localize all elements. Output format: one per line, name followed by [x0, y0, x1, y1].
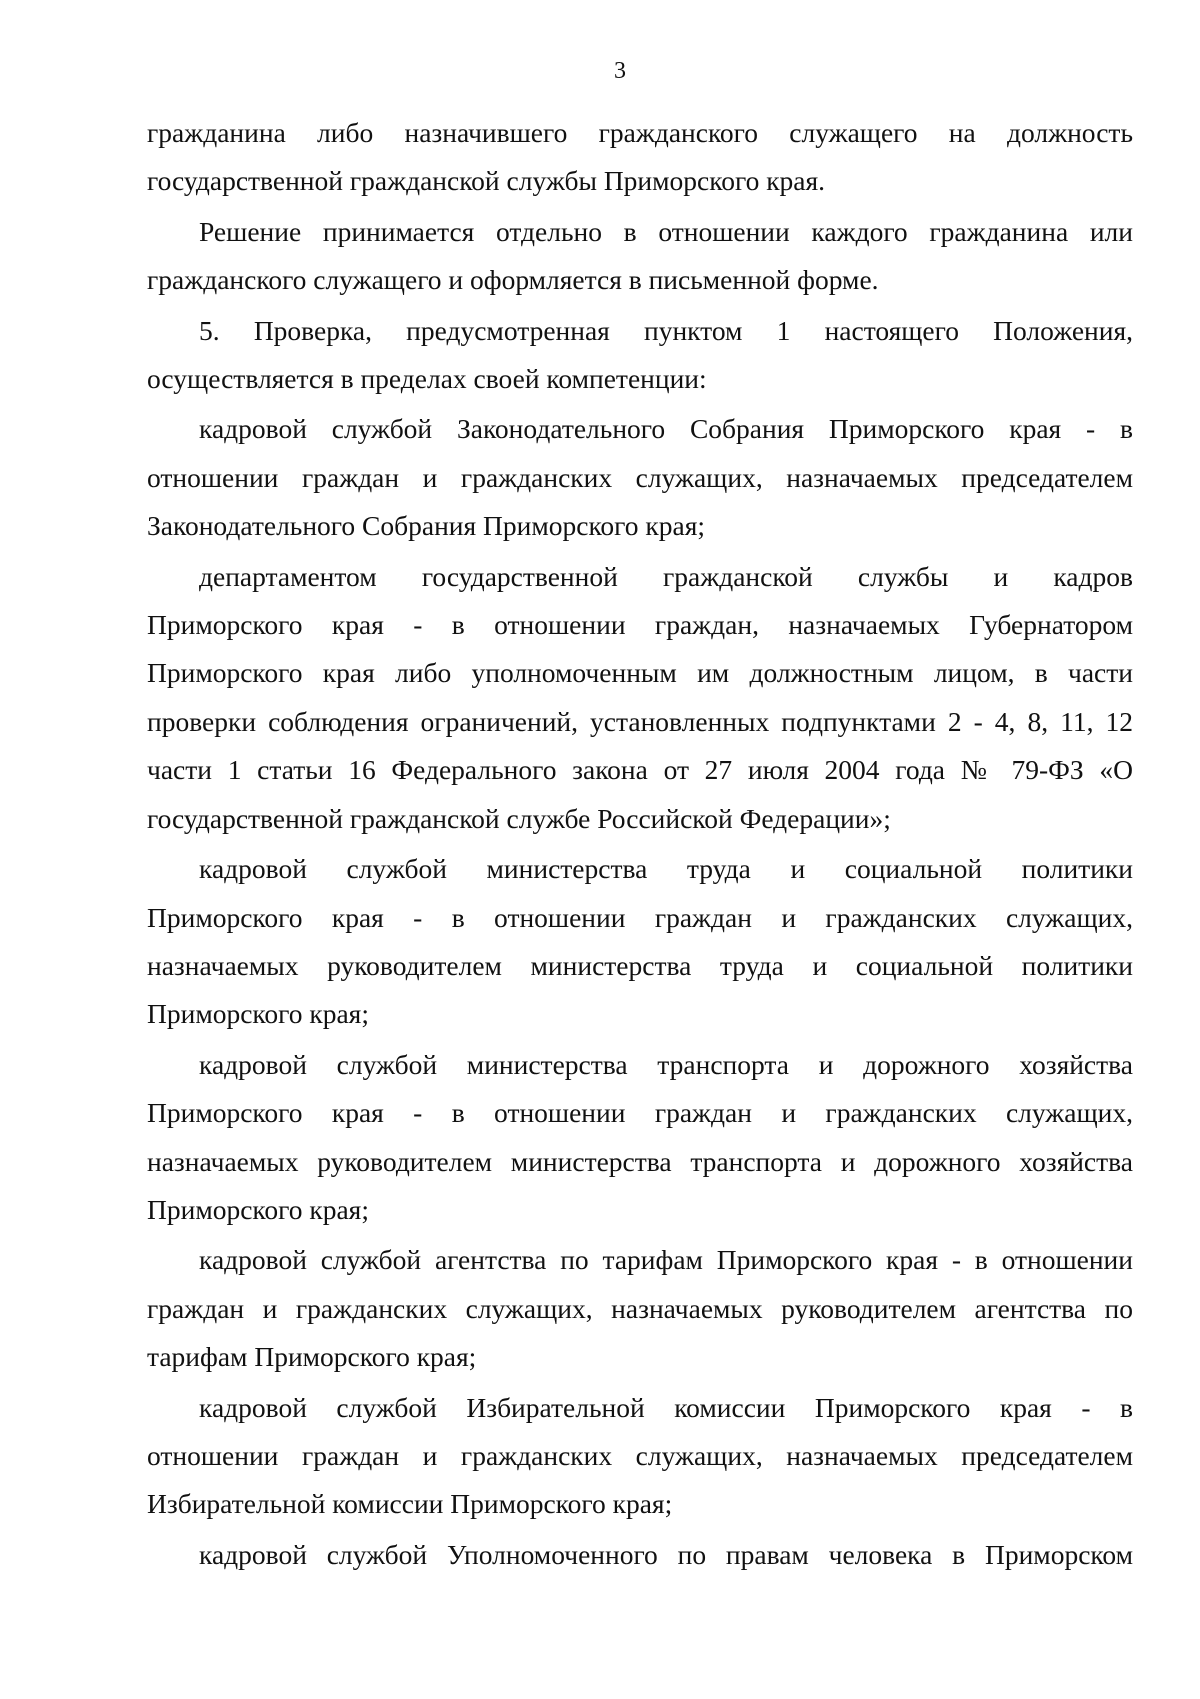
paragraph — [147, 845, 1133, 1039]
paragraph — [147, 1041, 1133, 1235]
text-line: части 1 статьи 16 Федерального закона от 27 июля 2004 года № 79-ФЗ «О — [147, 754, 1133, 786]
text-line: 5. Проверка, предусмотренная пунктом 1 настоящего Положения, — [199, 314, 1133, 346]
page-number: 3 — [614, 58, 626, 84]
paragraph — [147, 1531, 1133, 1579]
paragraph — [147, 1236, 1133, 1381]
paragraph — [147, 208, 1133, 305]
text-line: Избирательной комиссии Приморского края; — [147, 1488, 673, 1520]
text-line: кадровой службой министерства труда и социальной политики — [199, 853, 1133, 885]
text-line: кадровой службой министерства транспорта и дорожного хозяйства — [199, 1048, 1133, 1080]
text-line: граждан и гражданских служащих, назначаемых руководителем агентства по — [147, 1292, 1133, 1324]
text-line: департаментом государственной гражданской службы и кадров — [199, 560, 1133, 592]
text-line: отношении граждан и гражданских служащих, назначаемых председателем — [147, 1439, 1133, 1471]
text-line: проверки соблюдения ограничений, установленных подпунктами 2 - 4, 8, 11, 12 — [147, 705, 1133, 737]
paragraph — [147, 307, 1133, 404]
paragraph — [147, 553, 1133, 843]
text-line: тарифам Приморского края; — [147, 1341, 477, 1373]
text-line: государственной гражданской службы Приморского края. — [147, 165, 826, 197]
text-line: Решение принимается отдельно в отношении каждого гражданина или — [199, 215, 1133, 247]
text-line: назначаемых руководителем министерства труда и социальной политики — [147, 949, 1133, 981]
text-line: Законодательного Собрания Приморского края; — [147, 510, 706, 542]
text-line: отношении граждан и гражданских служащих, назначаемых председателем — [147, 461, 1133, 493]
text-line: кадровой службой Законодательного Собрания Приморского края - в — [199, 413, 1133, 445]
text-line: Приморского края; — [147, 998, 369, 1030]
text-line: государственной гражданской службе Российской Федерации»; — [147, 802, 891, 834]
document-body — [147, 109, 1133, 1581]
text-line: гражданина либо назначившего гражданского служащего на должность — [147, 117, 1133, 148]
text-line: Приморского края - в отношении граждан и гражданских служащих, — [147, 1097, 1133, 1129]
paragraph — [147, 405, 1133, 550]
text-line: кадровой службой Уполномоченного по правам человека в Приморском — [199, 1538, 1133, 1570]
text-line: Приморского края либо уполномоченным им должностным лицом, в части — [147, 657, 1133, 689]
text-line: гражданского служащего и оформляется в письменной форме. — [147, 264, 879, 296]
text-line: кадровой службой Избирательной комиссии Приморского края - в — [199, 1391, 1133, 1423]
paragraph — [147, 1384, 1133, 1529]
text-line: Приморского края - в отношении граждан и гражданских служащих, — [147, 901, 1133, 933]
paragraph — [147, 109, 1133, 206]
text-line: назначаемых руководителем министерства транспорта и дорожного хозяйства — [147, 1145, 1133, 1177]
text-line: кадровой службой агентства по тарифам Приморского края - в отношении — [199, 1244, 1133, 1276]
text-line: Приморского края; — [147, 1193, 369, 1225]
text-line: Приморского края - в отношении граждан, назначаемых Губернатором — [147, 609, 1133, 641]
text-line: осуществляется в пределах своей компетенции: — [147, 363, 707, 395]
